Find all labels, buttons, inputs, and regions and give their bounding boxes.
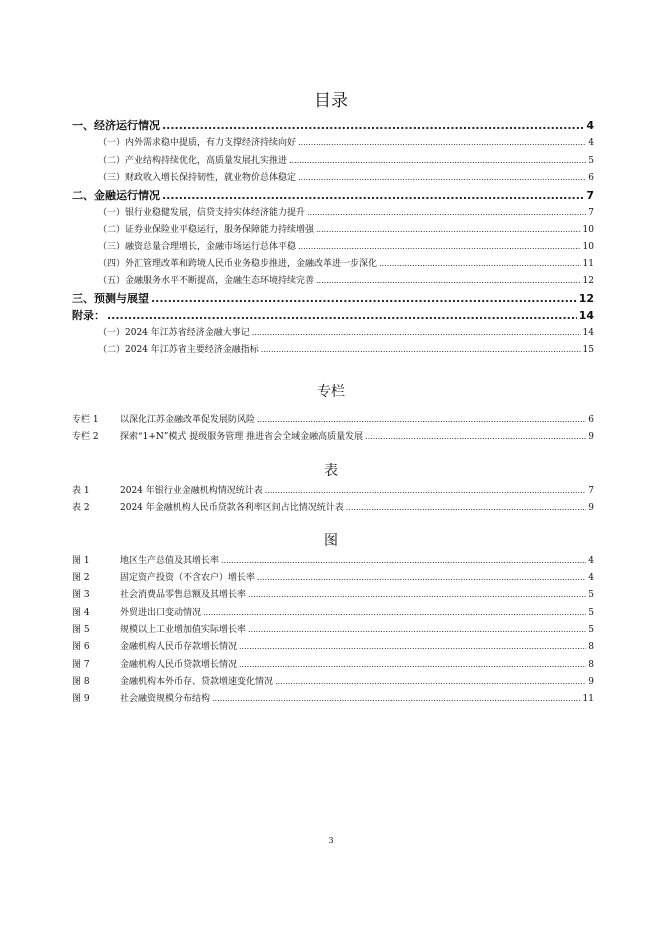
toc-item-page: 10 (582, 225, 594, 235)
leader-dots (346, 503, 586, 512)
leader-dots (307, 208, 586, 217)
toc-item-label: （二）2024 年江苏省主要经济金融指标 (98, 345, 259, 355)
entry-label-group (72, 412, 255, 425)
toc-item[interactable] (98, 170, 594, 183)
entry-prefix: 图 8 (72, 677, 90, 687)
entry-prefix: 专栏 2 (72, 432, 99, 442)
toc-section-label: 附录： (72, 309, 105, 322)
entry-page: 9 (588, 432, 594, 442)
entry-page: 6 (588, 415, 594, 425)
table-entry[interactable] (72, 483, 594, 496)
leader-dots (252, 328, 581, 337)
leader-dots (248, 625, 586, 634)
entry-label-group (72, 691, 210, 704)
toc-item[interactable] (98, 239, 594, 252)
figure-entry[interactable] (72, 587, 594, 600)
toc-item-label: （二）证券业保险业平稳运行，服务保障能力持续增强 (98, 225, 315, 235)
toc-item-page: 12 (582, 276, 594, 286)
leader-dots (365, 432, 586, 441)
figure-entry[interactable] (72, 674, 594, 687)
toc-section-page: 7 (586, 189, 594, 202)
figure-entry[interactable] (72, 553, 594, 566)
toc-item[interactable] (98, 325, 594, 338)
toc-item[interactable] (98, 222, 594, 235)
toc-item-page: 4 (588, 138, 594, 148)
entry-page: 8 (588, 642, 594, 652)
toc-item-label: （三）融资总量合理增长，金融市场运行总体平稳 (98, 242, 297, 252)
entry-prefix: 图 3 (72, 590, 90, 600)
entry-label-group (72, 429, 363, 442)
toc-section[interactable] (72, 307, 594, 323)
toc-title: 目录 (314, 91, 348, 111)
entry-label: 金融机构人民币贷款增长情况 (120, 660, 238, 670)
leader-dots (212, 694, 581, 703)
columns-title: 专栏 (317, 384, 345, 400)
leader-dots (379, 259, 581, 268)
toc-item-label: （三）财政收入增长保持韧性，就业物价总体稳定 (98, 173, 297, 183)
figure-entry[interactable] (72, 605, 594, 618)
toc-item-label: （一）内外需求稳中提质，有力支撑经济持续向好 (98, 138, 297, 148)
leader-dots (221, 556, 586, 565)
table-entry[interactable] (72, 500, 594, 513)
entry-page: 9 (588, 503, 594, 513)
entry-label: 社会融资规模分布结构 (120, 694, 211, 704)
leader-dots (289, 156, 586, 165)
toc-item[interactable] (98, 135, 594, 148)
column-entry[interactable] (72, 429, 594, 442)
toc-item-label: （二）产业结构持续优化，高质量发展扎实推进 (98, 156, 288, 166)
entry-prefix: 图 7 (72, 660, 90, 670)
entry-label: 固定资产投资（不含农户）增长率 (120, 573, 256, 583)
leader-dots (162, 119, 584, 132)
entry-page: 9 (588, 677, 594, 687)
entry-page: 5 (588, 625, 594, 635)
entry-label: 规模以上工业增加值实际增长率 (120, 625, 247, 635)
leader-dots (316, 276, 581, 285)
entry-label-group (72, 622, 246, 635)
toc-item-page: 11 (582, 259, 594, 269)
toc-section-page: 14 (578, 309, 594, 322)
leader-dots (298, 138, 586, 147)
toc-item-label: （四）外汇管理改革和跨境人民币业务稳步推进，金融改革进一步深化 (98, 259, 378, 269)
page-number: 3 (328, 836, 334, 845)
entry-label-group (72, 674, 273, 687)
toc-section-label: 三、预测与展望 (72, 292, 149, 305)
entry-label: 探索“1+N”模式 提级服务管理 推进省会全域金融高质量发展 (120, 432, 364, 442)
figure-entry[interactable] (72, 639, 594, 652)
figure-entry[interactable] (72, 691, 594, 704)
entry-prefix: 专栏 1 (72, 415, 99, 425)
leader-dots (257, 573, 586, 582)
entry-label: 2024 年金融机构人民币贷款各利率区间占比情况统计表 (120, 503, 344, 513)
entry-label-group (72, 605, 201, 618)
toc-section-page: 4 (586, 119, 594, 132)
leader-dots (107, 309, 577, 322)
entry-prefix: 图 4 (72, 608, 90, 618)
toc-section[interactable] (72, 187, 594, 203)
leader-dots (239, 660, 586, 669)
entry-label: 金融机构人民币存款增长情况 (120, 642, 238, 652)
leader-dots (298, 242, 581, 251)
entry-page: 5 (588, 608, 594, 618)
leader-dots (261, 345, 581, 354)
entry-prefix: 图 2 (72, 573, 90, 583)
entry-label-group (72, 570, 255, 583)
entry-page: 8 (588, 660, 594, 670)
toc-item[interactable] (98, 256, 594, 269)
entry-label: 社会消费品零售总额及其增长率 (120, 590, 247, 600)
figure-entry[interactable] (72, 622, 594, 635)
leader-dots (203, 608, 586, 617)
toc-item-page: 15 (582, 345, 594, 355)
figure-entry[interactable] (72, 570, 594, 583)
leader-dots (298, 173, 586, 182)
entry-page: 4 (588, 556, 594, 566)
entry-label: 外贸进出口变动情况 (120, 608, 202, 618)
entry-label: 以深化江苏金融改革促发展防风险 (120, 415, 256, 425)
entry-label-group (72, 587, 246, 600)
figure-entry[interactable] (72, 657, 594, 670)
toc-item-page: 14 (582, 328, 594, 338)
tables-title: 表 (324, 463, 338, 479)
entry-label-group (72, 553, 219, 566)
toc-item-page: 5 (588, 156, 594, 166)
entry-prefix: 图 1 (72, 556, 90, 566)
toc-item-page: 10 (582, 242, 594, 252)
toc-item[interactable] (98, 153, 594, 166)
entry-label-group (72, 500, 344, 513)
leader-dots (239, 642, 586, 651)
toc-section[interactable] (72, 290, 594, 306)
entry-prefix: 表 2 (72, 503, 90, 513)
entry-prefix: 图 5 (72, 625, 90, 635)
leader-dots (275, 677, 586, 686)
leader-dots (265, 486, 586, 495)
leader-dots (151, 292, 577, 305)
toc-item[interactable] (98, 205, 594, 218)
toc-item-label: （一）2024 年江苏省经济金融大事记 (98, 328, 250, 338)
entry-prefix: 图 6 (72, 642, 90, 652)
toc-section-label: 一、经济运行情况 (72, 119, 160, 132)
leader-dots (162, 189, 584, 202)
column-entry[interactable] (72, 412, 594, 425)
toc-item-page: 7 (588, 208, 594, 218)
toc-item-label: （五）金融服务水平不断提高，金融生态环境持续完善 (98, 276, 315, 286)
entry-page: 4 (588, 573, 594, 583)
entry-prefix: 图 9 (72, 694, 90, 704)
toc-section-label: 二、金融运行情况 (72, 189, 160, 202)
entry-page: 5 (588, 590, 594, 600)
toc-item[interactable] (98, 273, 594, 286)
toc-section[interactable] (72, 117, 594, 133)
entry-label: 金融机构本外币存、贷款增速变化情况 (120, 677, 274, 687)
toc-item-label: （一）银行业稳健发展，信贷支持实体经济能力提升 (98, 208, 306, 218)
leader-dots (248, 590, 586, 599)
toc-item-page: 6 (588, 173, 594, 183)
entry-label: 地区生产总值及其增长率 (120, 556, 220, 566)
entry-label-group (72, 639, 237, 652)
leader-dots (316, 225, 581, 234)
figures-title: 图 (324, 533, 338, 549)
leader-dots (257, 415, 586, 424)
entry-label: 2024 年银行业金融机构情况统计表 (120, 486, 263, 496)
toc-section-page: 12 (578, 292, 594, 305)
entry-prefix: 表 1 (72, 486, 90, 496)
toc-item[interactable] (98, 342, 594, 355)
entry-page: 7 (588, 486, 594, 496)
entry-label-group (72, 657, 237, 670)
entry-label-group (72, 483, 263, 496)
entry-page: 11 (582, 694, 594, 704)
